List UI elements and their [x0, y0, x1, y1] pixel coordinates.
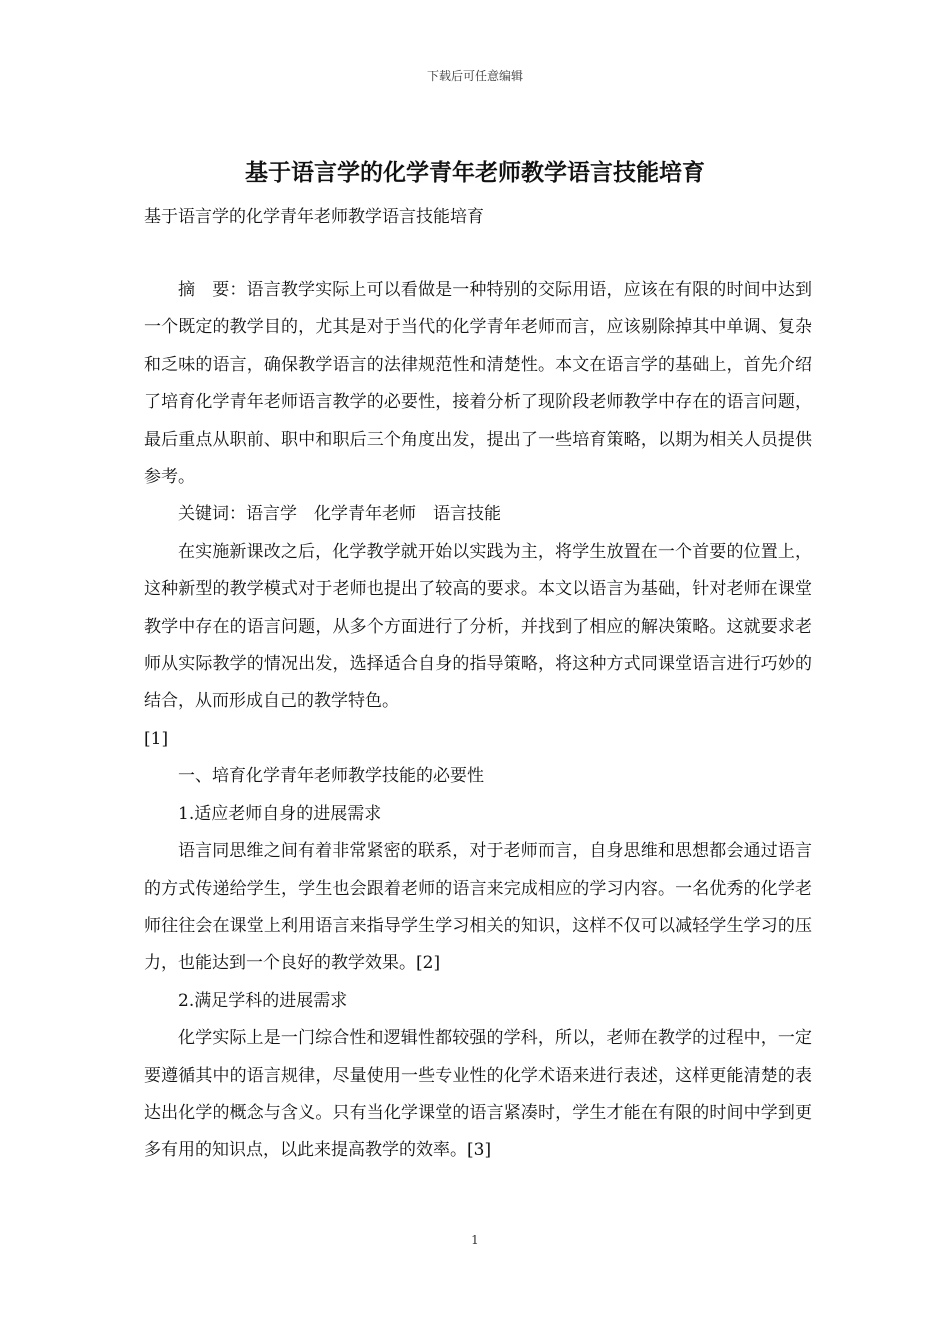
- header-note: 下载后可任意编辑: [426, 69, 523, 83]
- subsection-paragraph-1: 语言同思维之间有着非常紧密的联系，对于老师而言，自身思维和思想都会通过语言的方式传递给学生，学生也会跟着老师的语言来完成相应的学习内容。一名优秀的化学老师往往会在课堂上利用语言来指导学生学习相关的知识，这样不仅可以减轻学生学习的压力，也能达到一个良好的教学效果。[2]: [144, 841, 812, 974]
- keywords-paragraph: 关键词：语言学 化学青年老师 语言技能: [178, 504, 501, 525]
- page-number: 1: [471, 1233, 479, 1247]
- subsection-paragraph-2: 化学实际上是一门综合性和逻辑性都较强的学科，所以，老师在教学的过程中，一定要遵循其中的语言规律，尽量使用一些专业性的化学术语来进行表述，这样更能清楚的表达出化学的概念与含义。只有当化学课堂的语言紧凑时，学生才能在有限的时间中学到更多有用的知识点，以此来提高教学的效率。[3]: [144, 1028, 812, 1161]
- intro-reference: [1]: [144, 728, 169, 749]
- subsection-heading-1: 1.适应老师自身的进展需求: [178, 803, 382, 824]
- section-heading: 一、培育化学青年老师教学技能的必要性: [178, 766, 484, 787]
- subsection-heading-2: 2.满足学科的进展需求: [178, 990, 348, 1011]
- document-title: 基于语言学的化学青年老师教学语言技能培育: [245, 160, 705, 186]
- document-subtitle: 基于语言学的化学青年老师教学语言技能培育: [144, 207, 484, 227]
- intro-paragraph: 在实施新课改之后，化学教学就开始以实践为主，将学生放置在一个首要的位置上，这种新型的教学模式对于老师也提出了较高的要求。本文以语言为基础，针对老师在课堂教学中存在的语言问题，从多个方面进行了分析，并找到了相应的解决策略。这就要求老师从实际教学的情况出发，选择适合自身的指导策略，将这种方式同课堂语言进行巧妙的结合，从而形成自己的教学特色。: [144, 541, 812, 712]
- abstract-paragraph: 摘 要：语言教学实际上可以看做是一种特别的交际用语，应该在有限的时间中达到一个既定的教学目的，尤其是对于当代的化学青年老师而言，应该剔除掉其中单调、复杂和乏味的语言，确保教学语言的法律规范性和清楚性。本文在语言学的基础上，首先介绍了培育化学青年老师语言教学的必要性，接着分析了现阶段老师教学中存在的语言问题，最后重点从职前、职中和职后三个角度出发，提出了一些培育策略，以期为相关人员提供参考。: [144, 280, 812, 488]
- document-body: [144, 272, 812, 1170]
